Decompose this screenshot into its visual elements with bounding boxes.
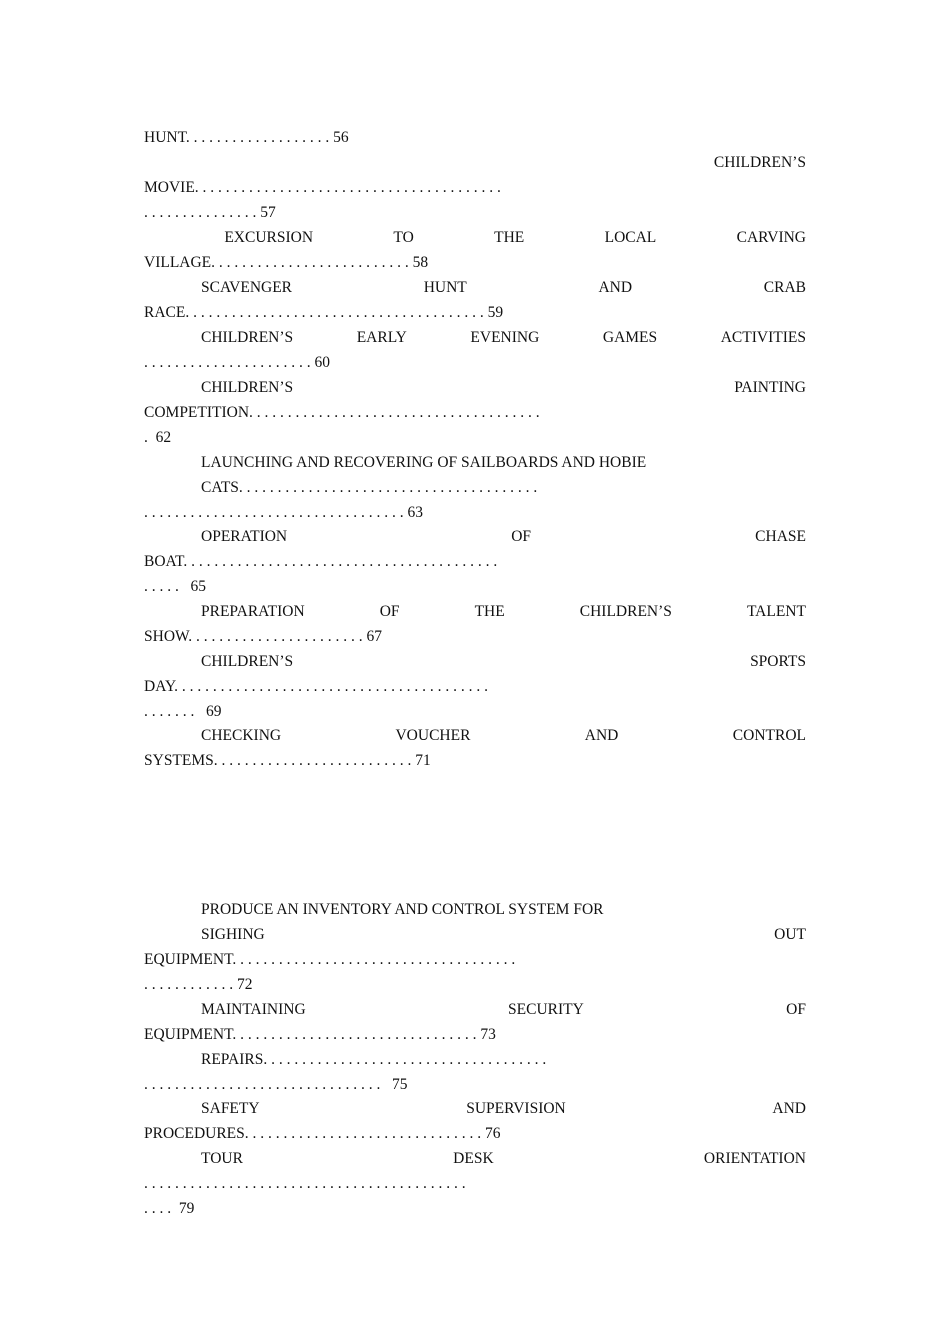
toc-line: [201, 651, 806, 673]
toc-word: OF: [511, 528, 532, 545]
toc-line: [201, 277, 806, 299]
toc-word: EXCURSION: [224, 229, 314, 246]
toc-line: MOVIE. . . . . . . . . . . . . . . . . . . . . . . . . . . . . . . . . . . . . . . .: [144, 179, 501, 196]
toc-word: CHECKING: [201, 727, 282, 744]
toc-line: COMPETITION. . . . . . . . . . . . . . . . . . . . . . . . . . . . . . . . . . . . . .: [144, 404, 540, 421]
toc-word: CHILDREN’S: [579, 603, 672, 620]
toc-word: CARVING: [736, 229, 806, 246]
toc-word: SIGHING: [201, 926, 265, 943]
toc-line: [201, 327, 806, 349]
toc-word: LOCAL: [604, 229, 657, 246]
toc-word: DESK: [453, 1150, 494, 1167]
toc-line: . . . . . . . . . . . . 72: [144, 976, 253, 993]
toc-word: CHILDREN’S: [201, 653, 294, 670]
toc-line: LAUNCHING AND RECOVERING OF SAILBOARDS AND HOBIE: [201, 454, 647, 471]
toc-word: CHILDREN’S: [201, 329, 294, 346]
toc-line: CHILDREN’S: [713, 154, 806, 171]
toc-line: . . . . . . . . . . . . . . . . . . . . . . . . . . . . . . . . . . 63: [144, 504, 423, 521]
toc-word: SUPERVISION: [466, 1100, 566, 1117]
toc-line: [201, 1148, 806, 1170]
toc-line: BOAT. . . . . . . . . . . . . . . . . . . . . . . . . . . . . . . . . . . . . . . . .: [144, 553, 498, 570]
toc-line: . . . . . . . . . . . . . . . . . . . . . . . . . . . . . . . . . . . . . . . . . .: [144, 1175, 466, 1192]
toc-line: SHOW. . . . . . . . . . . . . . . . . . . . . . . 67: [144, 628, 382, 645]
toc-line: [201, 601, 806, 623]
toc-word: SCAVENGER: [201, 279, 293, 296]
toc-line: HUNT. . . . . . . . . . . . . . . . . . . 56: [144, 129, 349, 146]
toc-line: [201, 1098, 806, 1120]
toc-word: ORIENTATION: [703, 1150, 806, 1167]
toc-word: CHILDREN’S: [201, 379, 294, 396]
toc-line: [201, 526, 806, 548]
toc-line: VILLAGE. . . . . . . . . . . . . . . . . . . . . . . . . . 58: [144, 254, 429, 271]
toc-word: CHASE: [755, 528, 806, 545]
toc-word: EARLY: [356, 329, 407, 346]
toc-line: . . . . . 65: [144, 578, 206, 595]
toc-line: . . . . . . . 69: [144, 703, 222, 720]
toc-word: SPORTS: [750, 653, 806, 670]
toc-word: CRAB: [763, 279, 806, 296]
toc-line: DAY. . . . . . . . . . . . . . . . . . . . . . . . . . . . . . . . . . . . . . . . .: [144, 678, 489, 695]
toc-word: CONTROL: [732, 727, 806, 744]
toc-word: MAINTAINING: [201, 1001, 306, 1018]
toc-line: [201, 999, 806, 1021]
toc-line: CATS. . . . . . . . . . . . . . . . . . . . . . . . . . . . . . . . . . . . . . .: [201, 479, 538, 496]
toc-line: . . . . . . . . . . . . . . . . . . . . . . 60: [144, 354, 330, 371]
toc-line: [201, 924, 806, 946]
toc-line: . . . . 79: [144, 1200, 195, 1217]
toc-line: REPAIRS. . . . . . . . . . . . . . . . . . . . . . . . . . . . . . . . . . . . .: [201, 1051, 547, 1068]
toc-line: [201, 377, 806, 399]
toc-word: VOUCHER: [395, 727, 471, 744]
toc-word: GAMES: [602, 329, 658, 346]
toc-line: SYSTEMS. . . . . . . . . . . . . . . . . . . . . . . . . . 71: [144, 752, 431, 769]
toc-line: PROCEDURES. . . . . . . . . . . . . . . . . . . . . . . . . . . . . . . 76: [144, 1125, 501, 1142]
toc-word: SECURITY: [508, 1001, 584, 1018]
toc-word: THE: [474, 603, 505, 620]
toc-word: EVENING: [470, 329, 540, 346]
toc-word: THE: [494, 229, 525, 246]
toc-line: . . . . . . . . . . . . . . . . . . . . . . . . . . . . . . . 75: [144, 1076, 408, 1093]
toc-word: TO: [393, 229, 414, 246]
toc-line: [201, 725, 806, 747]
toc-word: ACTIVITIES: [720, 329, 806, 346]
toc-word: PAINTING: [734, 379, 806, 396]
toc-word: OF: [379, 603, 400, 620]
toc-word: OF: [786, 1001, 806, 1018]
toc-line: EQUIPMENT. . . . . . . . . . . . . . . . . . . . . . . . . . . . . . . . . . . . .: [144, 951, 516, 968]
toc-word: SAFETY: [201, 1100, 260, 1117]
toc-line: EQUIPMENT. . . . . . . . . . . . . . . . . . . . . . . . . . . . . . . . 73: [144, 1026, 496, 1043]
toc-line: RACE. . . . . . . . . . . . . . . . . . . . . . . . . . . . . . . . . . . . . . . 59: [144, 304, 504, 321]
toc-word: TALENT: [746, 603, 806, 620]
toc-line: . 62: [144, 429, 172, 446]
toc-word: AND: [772, 1100, 806, 1117]
toc-word: HUNT: [423, 279, 467, 296]
toc-line: . . . . . . . . . . . . . . . 57: [144, 204, 276, 221]
toc-word: PREPARATION: [201, 603, 305, 620]
toc-line: PRODUCE AN INVENTORY AND CONTROL SYSTEM FOR: [201, 901, 604, 918]
toc-word: OUT: [774, 926, 806, 943]
toc-word: OPERATION: [201, 528, 288, 545]
toc-line: [144, 227, 806, 249]
toc-word: TOUR: [201, 1150, 243, 1167]
toc-word: AND: [598, 279, 633, 296]
toc-word: AND: [584, 727, 619, 744]
